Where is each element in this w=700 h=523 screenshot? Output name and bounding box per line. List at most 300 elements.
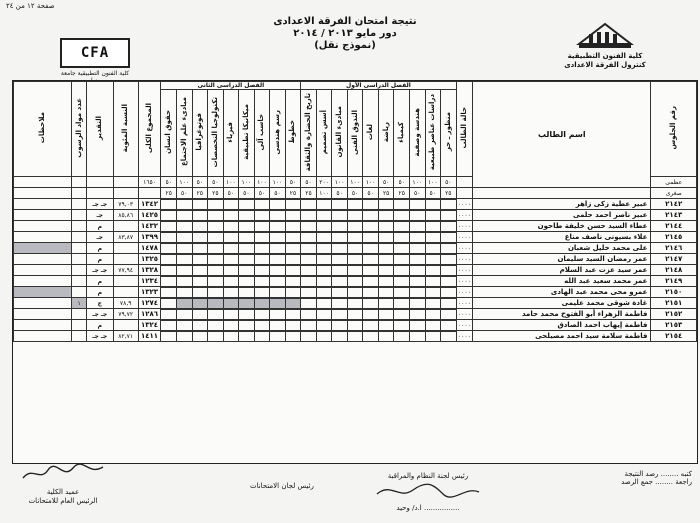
grade-cell [409, 222, 425, 232]
student-name: عبير ناصر احمد حلمى [473, 210, 651, 221]
grade-cell [441, 200, 457, 210]
max-mark: ١٠٠ [239, 177, 255, 188]
total-score: ١٣٤٢ [138, 199, 161, 210]
subject-label: منظور ـ حر [443, 112, 452, 152]
subject-label: أسس تصميم [319, 109, 328, 155]
percent-header-label: النسبة المئوية [121, 103, 130, 153]
subject-header [254, 90, 270, 177]
grade-cell [409, 266, 425, 276]
min-mark: ٢٥ [285, 188, 301, 199]
grade-cell [223, 288, 239, 298]
grade-cell [270, 244, 286, 254]
clerk-line-1: كتبه ........ رصد النتيجة [624, 470, 692, 478]
grade-cell [177, 200, 193, 210]
grade-cell [285, 266, 301, 276]
grade-cell [161, 233, 177, 243]
term1-header: الفصل الدراسى الأول [301, 82, 456, 90]
subject-header [161, 90, 177, 177]
grade-cell [177, 310, 193, 320]
grade-cell [441, 321, 457, 331]
grade-cell [378, 332, 394, 342]
grade-value: جـ جـ [86, 309, 113, 320]
grade-cell [254, 222, 270, 232]
monitoring-head-block [368, 472, 488, 513]
grade-cell [378, 222, 394, 232]
student-name: على محمد خليل شعبان [473, 243, 651, 254]
grade-cell [223, 321, 239, 331]
grade-cell [316, 299, 332, 309]
student-name: عمرو محى محمد عبد الهادى [473, 287, 651, 298]
grade-cell [270, 321, 286, 331]
grade-value: ج [86, 298, 113, 309]
grade-cell [394, 233, 410, 243]
grade-cell [378, 266, 394, 276]
min-mark: ٢٥ [161, 188, 177, 199]
min-mark: ٢٥ [192, 188, 208, 199]
grade-cell [363, 299, 379, 309]
grade-cell [301, 244, 317, 254]
grade-cell [394, 200, 410, 210]
subject-label: حاسب آلى [257, 113, 266, 151]
grade-cell [208, 299, 224, 309]
grade-cell [223, 266, 239, 276]
grade-cell [441, 288, 457, 298]
grade-cell [239, 288, 255, 298]
grade-value: جـ [86, 210, 113, 221]
max-mark: ١٠٠ [270, 177, 286, 188]
grade-cell [378, 321, 394, 331]
subject-header [441, 90, 457, 177]
grade-cell [347, 299, 363, 309]
grade-cell [301, 310, 317, 320]
min-mark: ٥٠ [177, 188, 193, 199]
grade-cell [161, 321, 177, 331]
fail-count [72, 287, 87, 298]
min-mark: ٢٥ [441, 188, 457, 199]
subject-label: حقوق انسان [164, 110, 173, 154]
percent-score [113, 254, 138, 265]
student-status: ٠٠٠٠ [457, 288, 471, 296]
grade-cell [425, 266, 441, 276]
min-mark: ٢٥ [208, 188, 224, 199]
student-status: ٠٠٠٠ [457, 266, 471, 274]
total-score: ١٢٨٦ [138, 309, 161, 320]
grade-cell [285, 200, 301, 210]
fail-count [72, 199, 87, 210]
min-mark: ٥٠ [347, 188, 363, 199]
max-total: ١٦٥٠ [138, 177, 161, 188]
grade-cell [363, 222, 379, 232]
grade-cell [301, 299, 317, 309]
grade-cell [208, 222, 224, 232]
grade-cell [409, 211, 425, 221]
grade-cell [363, 310, 379, 320]
grade-cell [208, 332, 224, 342]
max-mark: ١٠٠ [363, 177, 379, 188]
grade-cell [285, 299, 301, 309]
seat-header [651, 82, 697, 177]
grade-cell [239, 233, 255, 243]
total-score: ١٤٢٥ [138, 210, 161, 221]
grade-cell [192, 244, 208, 254]
grade-cell [239, 310, 255, 320]
grade-cell [441, 211, 457, 221]
min-mark: ٢٥ [394, 188, 410, 199]
grade-cell [177, 332, 193, 342]
grade-cell [254, 200, 270, 210]
exams-chief-title: الرئيس العام للامتحانات [28, 497, 98, 505]
grade-cell [316, 200, 332, 210]
grade-value: م [86, 276, 113, 287]
total-score: ١٣٩٩ [138, 232, 161, 243]
min-mark: ٥٠ [425, 188, 441, 199]
total-score: ١٤١١ [138, 331, 161, 342]
grade-cell [425, 200, 441, 210]
min-mark: ٥٠ [223, 188, 239, 199]
grade-cell [192, 321, 208, 331]
subject-label: دراسات عناصر طبيعية [428, 93, 437, 171]
fail-count [72, 265, 87, 276]
grade-cell [161, 299, 177, 309]
grade-cell [177, 255, 193, 265]
percent-score: ٧٩,٧٢ [113, 309, 138, 320]
student-status: ٠٠٠٠ [457, 211, 471, 219]
grade-cell [177, 222, 193, 232]
grade-cell [254, 277, 270, 287]
grade-cell [425, 222, 441, 232]
grade-cell [363, 244, 379, 254]
grade-cell [332, 277, 348, 287]
grade-cell [254, 310, 270, 320]
min-mark: ٢٥ [378, 188, 394, 199]
grade-cell [192, 200, 208, 210]
grade-cell [409, 233, 425, 243]
fail-count: ١ [72, 298, 87, 309]
grade-cell [239, 255, 255, 265]
subject-header [239, 90, 255, 177]
grade-cell [254, 321, 270, 331]
clerk-line-2: راجعة ........ جمع الرصد [621, 478, 692, 486]
max-mark: ٥٠ [285, 177, 301, 188]
name-header: اسم الطالب [473, 82, 651, 188]
grade-cell [285, 288, 301, 298]
fail-count [72, 232, 87, 243]
grade-cell [316, 277, 332, 287]
subject-header [332, 90, 348, 177]
seat-number: ٢١٤٤ [651, 221, 697, 232]
grade-cell [161, 310, 177, 320]
grade-cell [363, 255, 379, 265]
grade-cell [347, 233, 363, 243]
grade-cell [363, 332, 379, 342]
subject-label: فيزياء [226, 121, 235, 143]
grade-cell [223, 200, 239, 210]
grade-cell [363, 233, 379, 243]
seat-number: ٢١٤٧ [651, 254, 697, 265]
grade-cell [208, 288, 224, 298]
subject-header [347, 90, 363, 177]
grade-cell [347, 266, 363, 276]
grade-cell [441, 277, 457, 287]
grade-cell [316, 233, 332, 243]
monitoring-head-title: رئيس لجنة النظام والمراقبة [387, 472, 469, 480]
subject-header [409, 90, 425, 177]
grade-cell [301, 255, 317, 265]
logo-right-line1: كلية الفنون التطبيقية [567, 52, 643, 60]
grade-cell [394, 244, 410, 254]
max-mark: ١٠٠ [223, 177, 239, 188]
term2-header: الفصل الدراسى الثانى [161, 82, 301, 90]
header-title: نتيجة امتحان الفرقة الاعدادى [273, 16, 417, 27]
grade-cell [192, 310, 208, 320]
grade-cell [208, 321, 224, 331]
max-status-cell [456, 177, 473, 188]
grade-cell [161, 222, 177, 232]
grade-cell [347, 200, 363, 210]
grade-cell [161, 211, 177, 221]
notes-cell [14, 320, 72, 331]
grade-cell [347, 310, 363, 320]
grade-cell [208, 200, 224, 210]
grade-cell [441, 244, 457, 254]
monitoring-head-name: ا.د/ وحيد ................ [396, 504, 460, 512]
grade-cell [378, 299, 394, 309]
grade-cell [161, 200, 177, 210]
grade-cell [177, 244, 193, 254]
fail-count [72, 210, 87, 221]
grade-cell [208, 244, 224, 254]
max-empty [86, 177, 113, 188]
grade-cell [239, 244, 255, 254]
seat-number: ٢١٤٦ [651, 243, 697, 254]
grade-cell [425, 321, 441, 331]
student-status: ٠٠٠٠ [457, 321, 471, 329]
grade-cell [223, 255, 239, 265]
notes-cell [14, 221, 72, 232]
notes-cell [14, 276, 72, 287]
faculty-logo-left [60, 38, 132, 78]
seat-number: ٢١٥٤ [651, 331, 697, 342]
university-emblem-icon [575, 22, 635, 52]
student-status: ٠٠٠٠ [457, 332, 471, 340]
notes-cell [14, 210, 72, 221]
percent-score: ٨٣,٨٧ [113, 232, 138, 243]
subject-header [378, 90, 394, 177]
grade-cell [409, 321, 425, 331]
grade-cell [239, 222, 255, 232]
grade-cell [161, 288, 177, 298]
percent-score [113, 287, 138, 298]
grade-cell [301, 277, 317, 287]
grade-cell [347, 277, 363, 287]
grade-cell [161, 332, 177, 342]
seat-number: ٢١٤٩ [651, 276, 697, 287]
student-name: غادة شوقى محمد عليمى [473, 298, 651, 309]
grade-cell [394, 288, 410, 298]
grade-cell [208, 211, 224, 221]
grade-cell [208, 255, 224, 265]
student-status: ٠٠٠٠ [457, 222, 471, 230]
grade-cell [316, 211, 332, 221]
grade-cell [192, 233, 208, 243]
dean-signature-icon [18, 462, 108, 484]
grade-cell [285, 233, 301, 243]
student-name: عمر سيد عزت عبد السلام [473, 265, 651, 276]
header-session: دور مايو ٢٠١٣ / ٢٠١٤ [293, 28, 397, 39]
grade-cell [254, 299, 270, 309]
grade-cell [316, 222, 332, 232]
grade-cell [270, 332, 286, 342]
faculty-logo-right [560, 22, 650, 70]
grade-cell [332, 211, 348, 221]
student-status: ٠٠٠٠ [457, 244, 471, 252]
grade-cell [285, 255, 301, 265]
student-name: فاطمة سلامة سيد احمد مصيلحى [473, 331, 651, 342]
grade-cell [394, 321, 410, 331]
grade-value: جـ جـ [86, 199, 113, 210]
grade-cell [239, 211, 255, 221]
grade-cell [254, 244, 270, 254]
grade-cell [223, 211, 239, 221]
grade-cell [347, 222, 363, 232]
grade-cell [425, 299, 441, 309]
grade-cell [270, 211, 286, 221]
min-mark: ٥٠ [363, 188, 379, 199]
clerks-block [592, 470, 692, 486]
notes-cell [14, 243, 72, 254]
grade-cell [316, 244, 332, 254]
grade-cell [409, 310, 425, 320]
max-mark: ٥٠ [441, 177, 457, 188]
subject-label: فوتوغرافيا [195, 113, 204, 151]
grade-cell [301, 233, 317, 243]
seat-number: ٢١٥٣ [651, 320, 697, 331]
percent-score [113, 320, 138, 331]
subject-header [394, 90, 410, 177]
max-mark: ٥٠ [161, 177, 177, 188]
grade-cell [177, 233, 193, 243]
exam-committees-head: رئيس لجان الامتحانات [250, 482, 314, 490]
header-form-type: (نموذج نقل) [314, 40, 376, 51]
percent-score: ٧٨,٩ [113, 298, 138, 309]
student-status: ٠٠٠٠ [457, 299, 471, 307]
grade-cell [301, 222, 317, 232]
grade-cell [378, 277, 394, 287]
notes-cell [14, 331, 72, 342]
max-mark: ١٠٠ [332, 177, 348, 188]
grade-cell [316, 310, 332, 320]
fail-count [72, 221, 87, 232]
student-name: عطاء السيد حسن خليفة طاحون [473, 221, 651, 232]
grade-cell [316, 266, 332, 276]
min-label: صغرى [651, 188, 697, 199]
grade-cell [239, 332, 255, 342]
total-score: ١٣٢٣ [138, 287, 161, 298]
grade-cell [363, 321, 379, 331]
grade-cell [394, 332, 410, 342]
percent-score [113, 276, 138, 287]
subject-header [425, 90, 441, 177]
subject-header [270, 90, 286, 177]
grade-cell [394, 222, 410, 232]
subject-header [316, 90, 332, 177]
subject-header [208, 90, 224, 177]
grade-cell [332, 200, 348, 210]
grade-cell [378, 244, 394, 254]
grade-cell [177, 266, 193, 276]
subject-label: لغات [366, 123, 375, 141]
grade-cell [161, 277, 177, 287]
grade-cell [378, 288, 394, 298]
student-status: ٠٠٠٠ [457, 200, 471, 208]
max-mark: ١٠٠ [347, 177, 363, 188]
grade-cell [332, 310, 348, 320]
grade-cell [425, 288, 441, 298]
subject-label: ميكانيكا تطبيقية [241, 104, 250, 160]
grade-cell [363, 277, 379, 287]
notes-header [14, 82, 72, 177]
grade-cell [378, 200, 394, 210]
grade-cell [332, 288, 348, 298]
grade-value: م [86, 243, 113, 254]
grade-cell [332, 255, 348, 265]
grade-cell [441, 222, 457, 232]
grade-value: م [86, 254, 113, 265]
max-empty [113, 177, 138, 188]
grade-cell [208, 277, 224, 287]
grade-cell [177, 211, 193, 221]
grade-cell [425, 310, 441, 320]
student-name: عبير عطية زكى زاهر [473, 199, 651, 210]
grade-cell [239, 200, 255, 210]
grade-cell [223, 310, 239, 320]
notes-cell [14, 298, 72, 309]
grade-cell [208, 310, 224, 320]
fail-count [72, 243, 87, 254]
min-mark: ٢٥ [301, 188, 317, 199]
student-name: عمر رمضان السيد سليمان [473, 254, 651, 265]
grade-cell [316, 255, 332, 265]
grade-cell [363, 266, 379, 276]
results-table [12, 80, 698, 464]
max-label: عظمى [651, 177, 697, 188]
grade-cell [441, 255, 457, 265]
grade-cell [301, 211, 317, 221]
subject-label: التذوق الفنى [350, 109, 359, 155]
grade-cell [425, 277, 441, 287]
grade-cell [441, 332, 457, 342]
max-empty [72, 177, 87, 188]
total-score: ١٢٧٤ [138, 298, 161, 309]
grade-cell [394, 255, 410, 265]
seat-number: ٢١٤٢ [651, 199, 697, 210]
grade-cell [270, 310, 286, 320]
max-mark: ٢٠٠ [316, 177, 332, 188]
grade-cell [270, 299, 286, 309]
grade-cell [270, 233, 286, 243]
failcount-header-label: عدد مواد الرسوب [74, 98, 83, 158]
grade-cell [254, 233, 270, 243]
grade-cell [285, 244, 301, 254]
min-empty [14, 188, 72, 199]
total-score: ١٤٧٨ [138, 243, 161, 254]
grade-cell [254, 255, 270, 265]
grade-cell [208, 233, 224, 243]
grade-cell [332, 233, 348, 243]
grade-cell [363, 288, 379, 298]
grade-cell [363, 211, 379, 221]
student-status: ٠٠٠٠ [457, 310, 471, 318]
